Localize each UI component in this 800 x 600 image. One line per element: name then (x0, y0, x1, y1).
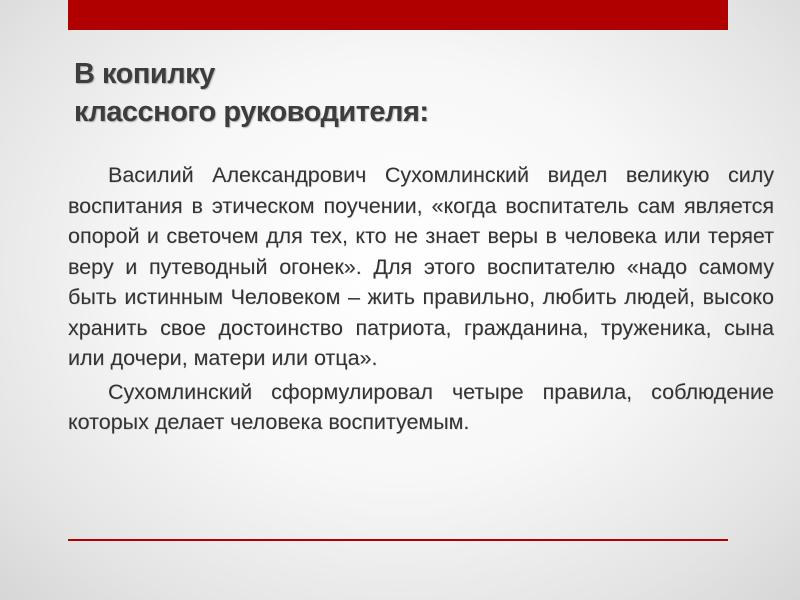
body-paragraph-1: Василий Александрович Сухомлинский видел великую силу воспитания в этическом поучении, «когда воспитатель сам является опорой и светочем для тех, кто не знает веры в человека или теряет веру и путеводный огонек». Для этого воспитателю «надо самому быть истинным Человеком – жить правильно, любить людей, высоко хранить свое достоинство патриота, гражданина, труженика, сына или дочери, матери или отца». (68, 163, 774, 370)
slide-title-line-2: классного руководителя: (74, 96, 429, 128)
body-paragraph-2: Сухомлинский сформулировал четыре правила, соблюдение которых делает человека воспитуемым. (68, 379, 774, 434)
top-accent-bar (68, 0, 728, 30)
slide-title-line-1: В копилку (74, 58, 215, 90)
slide-body (68, 160, 774, 441)
slide-title (74, 55, 674, 131)
bottom-accent-line (68, 539, 728, 541)
